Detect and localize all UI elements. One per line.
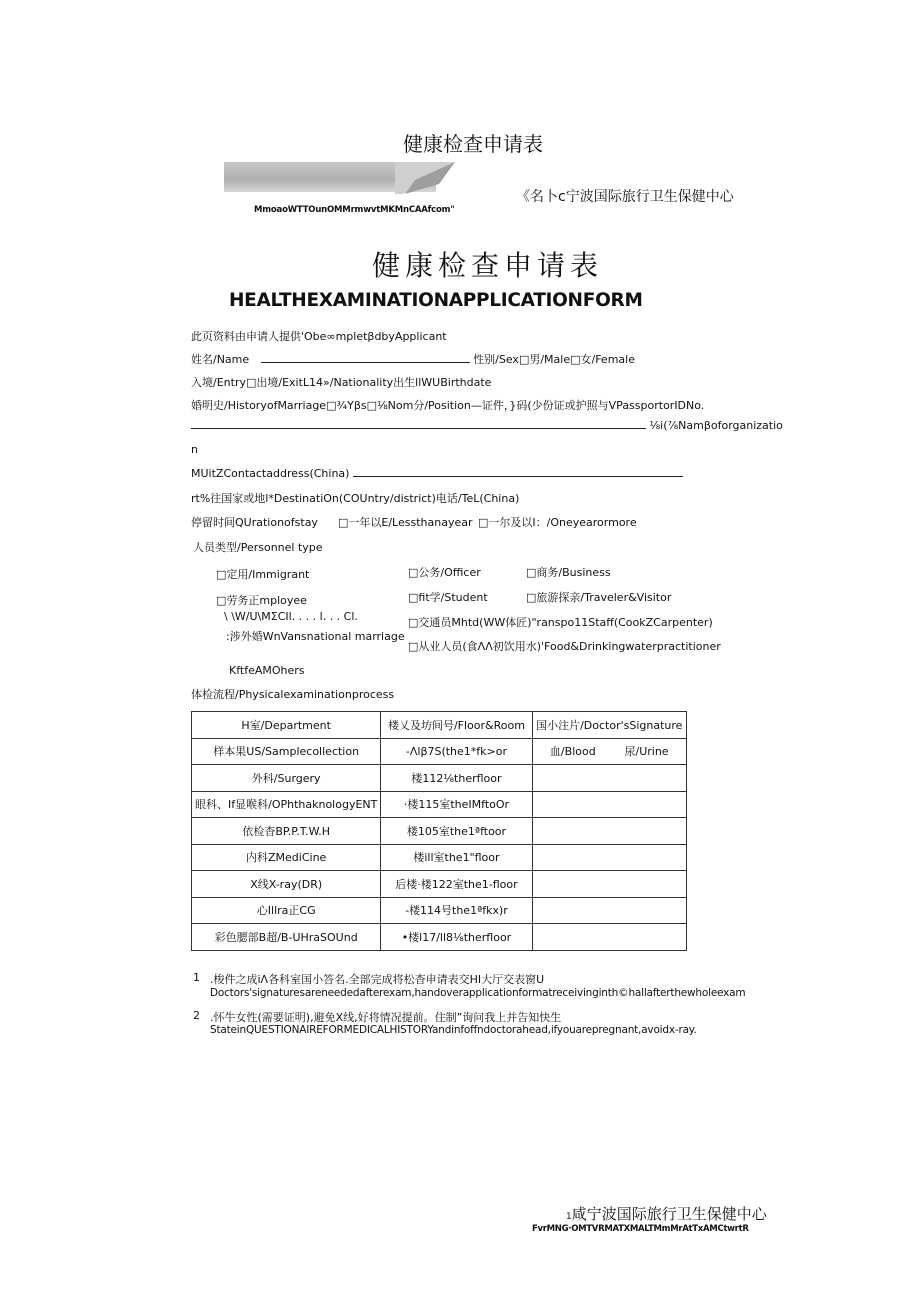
note-1-en: Doctors'signaturesareneededafterexam,handoverapplicationformatreceivinginth©hallafterthewholeexam bbox=[210, 987, 746, 999]
process-label: 体检流程/Physicalexaminationprocess bbox=[191, 688, 395, 701]
dept-cell: 内科ZMediCine bbox=[192, 844, 381, 871]
footer-org-name: 咸宁波国际旅行卫生保健中心 bbox=[571, 1205, 767, 1223]
sex-label: 性别/Sex□男/Male□女/Female bbox=[473, 353, 635, 366]
food-practitioner-option[interactable]: □从业人员(食ΛΛ初饮用水)'Food&Drinkingwaterpractitioner bbox=[408, 640, 721, 653]
note-2-en: StateinQUESTIONAIREFORMEDICALHISTORYandinfoffndoctorahead,ifyouarepregnant,avoidx-ray. bbox=[210, 1024, 697, 1036]
dept-cell: 依检杳BP.P.T.W.H bbox=[192, 818, 381, 845]
form-title-en: HEALTHEXAMINATIONAPPLICATIONFORM bbox=[229, 290, 643, 311]
transport-staff-option[interactable]: □交通员Mhtd(WW体匠)"ranspo11Staff(CookZCarpenter) bbox=[408, 616, 713, 629]
header-band-shape bbox=[395, 162, 455, 194]
room-cell: 楼112⅛therfloor bbox=[381, 765, 532, 792]
header-org-line: 《名卜c宁波国际旅行卫生保健中心 bbox=[516, 189, 734, 205]
note-1-cn: .梭件之成iΛ各科室国小答名.全部完成将松杳申请表交HI大厅交表窗U bbox=[210, 973, 545, 986]
room-cell: 楼105室the1ªftoor bbox=[381, 818, 532, 845]
note-2-number: 2 bbox=[193, 1009, 200, 1022]
destination-phone-line: rt%往国家或地l*DestinatiOn(COUntry/district)电话/TeL(China) bbox=[191, 492, 520, 505]
employee-option[interactable]: □劳务正mployee bbox=[216, 594, 307, 607]
name-label: 姓名/Name bbox=[191, 353, 250, 366]
signature-cell[interactable] bbox=[532, 844, 686, 871]
signature-cell[interactable] bbox=[532, 765, 686, 792]
contact-field[interactable] bbox=[353, 476, 683, 477]
marriage-position-line: 婚明史/HistoryofMarriage□¾Yβs□⅛Nom分/Position—证件，}码(少份证或护照与VPassportorIDNo. bbox=[191, 399, 705, 412]
signature-cell[interactable] bbox=[532, 924, 686, 951]
dept-cell: 外科/Surgery bbox=[192, 765, 381, 792]
footer-org bbox=[566, 1203, 767, 1224]
cut-off-line: \ \W/U\MΣCIl. . . . l. . . Cl. bbox=[224, 610, 358, 623]
org-name-label: ⅛i(⅞Namβoforganizatio bbox=[649, 419, 783, 432]
table-row bbox=[192, 871, 687, 898]
table-header-row bbox=[192, 712, 687, 739]
signature-cell[interactable] bbox=[532, 871, 686, 898]
dept-cell: 眼科、If显喉科/OPhthaknologyENT bbox=[192, 791, 381, 818]
personnel-type-label: 人员类型/Personnel type bbox=[193, 541, 323, 554]
header-band-caption: MmoaoWTTOunOMMrmwvtMKMnCAAfcom" bbox=[254, 205, 455, 215]
immigrant-option[interactable]: □定用/Immigrant bbox=[216, 568, 310, 581]
name-row bbox=[191, 351, 635, 367]
top-title: 健康检查申请表 bbox=[403, 132, 543, 156]
signature-cell[interactable] bbox=[532, 738, 686, 765]
note-2-cn: .怀牛女性(需要证明),避免X线,好将情况提前。住制”询问我上并告知快生 bbox=[210, 1011, 562, 1024]
header-floor-room: 楼乂及坊间号/Floor&Room bbox=[381, 712, 532, 739]
table-row bbox=[192, 924, 687, 951]
traveler-visitor-option[interactable]: □旅游探亲/Traveler&Visitor bbox=[526, 591, 672, 604]
dept-cell: 样本果US/Samplecollection bbox=[192, 738, 381, 765]
room-cell: ·楼115室theIMftoOr bbox=[381, 791, 532, 818]
room-cell: 后楼·楼122室the1-floor bbox=[381, 871, 532, 898]
table-row bbox=[192, 738, 687, 765]
dept-cell: X线X-ray(DR) bbox=[192, 871, 381, 898]
signature-cell[interactable] bbox=[532, 818, 686, 845]
header-department: H室/Department bbox=[192, 712, 381, 739]
blood-label: 血/Blood bbox=[549, 745, 596, 759]
footer-prefix: 1 bbox=[566, 1212, 572, 1222]
table-row bbox=[192, 844, 687, 871]
stay-less-than-year-option[interactable]: □一年以E/Lessthanayear bbox=[338, 516, 473, 529]
footer-org-en: FvrMNG·OMTVRMATXMALTMmMrAtTxAMCtwrtR bbox=[532, 1224, 749, 1234]
room-cell: 楼ill室the1"floor bbox=[381, 844, 532, 871]
form-title-cn: 健康检查申请表 bbox=[372, 249, 604, 282]
org-name-row bbox=[191, 419, 783, 432]
table-row bbox=[192, 765, 687, 792]
room-cell: •楼l17/ll8⅛therfloor bbox=[381, 924, 532, 951]
student-option[interactable]: □fit学/Student bbox=[408, 591, 488, 604]
dept-cell: 心Illra正CG bbox=[192, 897, 381, 924]
contact-row bbox=[191, 467, 683, 480]
room-cell: -楼114号the1ªfkx)r bbox=[381, 897, 532, 924]
others-option[interactable]: KftfeAMOhers bbox=[229, 664, 305, 677]
entry-nationality-line: 入境/Entry□出境/ExitL14»/Nationality出生llWUBirthdate bbox=[191, 376, 492, 389]
table-row bbox=[192, 791, 687, 818]
room-cell: -Λlβ7S(the1*fk>or bbox=[381, 738, 532, 765]
transnational-marriage-option[interactable]: :涉外婚WnVansnational marriage bbox=[226, 630, 405, 643]
stay-label: 停留时间QUrationofstay bbox=[191, 516, 318, 529]
signature-cell[interactable] bbox=[532, 791, 686, 818]
org-name-field[interactable] bbox=[191, 428, 646, 429]
provided-by-note: 此页资料由申请人提供'Obe∞mpletβdbyApplicant bbox=[191, 330, 447, 343]
table-row bbox=[192, 818, 687, 845]
urine-label: 尿/Urine bbox=[624, 745, 669, 759]
officer-option[interactable]: □公务/Officer bbox=[408, 566, 481, 579]
table-row bbox=[192, 897, 687, 924]
note-1-number: 1 bbox=[193, 971, 200, 984]
org-name-label-wrap: n bbox=[191, 443, 198, 456]
stay-one-year-or-more-option[interactable]: □一尔及以I：/Oneyearormore bbox=[478, 516, 637, 529]
signature-cell[interactable] bbox=[532, 897, 686, 924]
dept-cell: 彩色腮部B超/B-UHraSOUnd bbox=[192, 924, 381, 951]
contact-label: MUitZContactaddress(China) bbox=[191, 467, 350, 480]
process-table bbox=[191, 711, 687, 951]
header-doctor-signature: 国小注片/Doctor'sSignature bbox=[532, 712, 686, 739]
name-field[interactable] bbox=[261, 362, 470, 363]
business-option[interactable]: □商务/Business bbox=[526, 566, 611, 579]
